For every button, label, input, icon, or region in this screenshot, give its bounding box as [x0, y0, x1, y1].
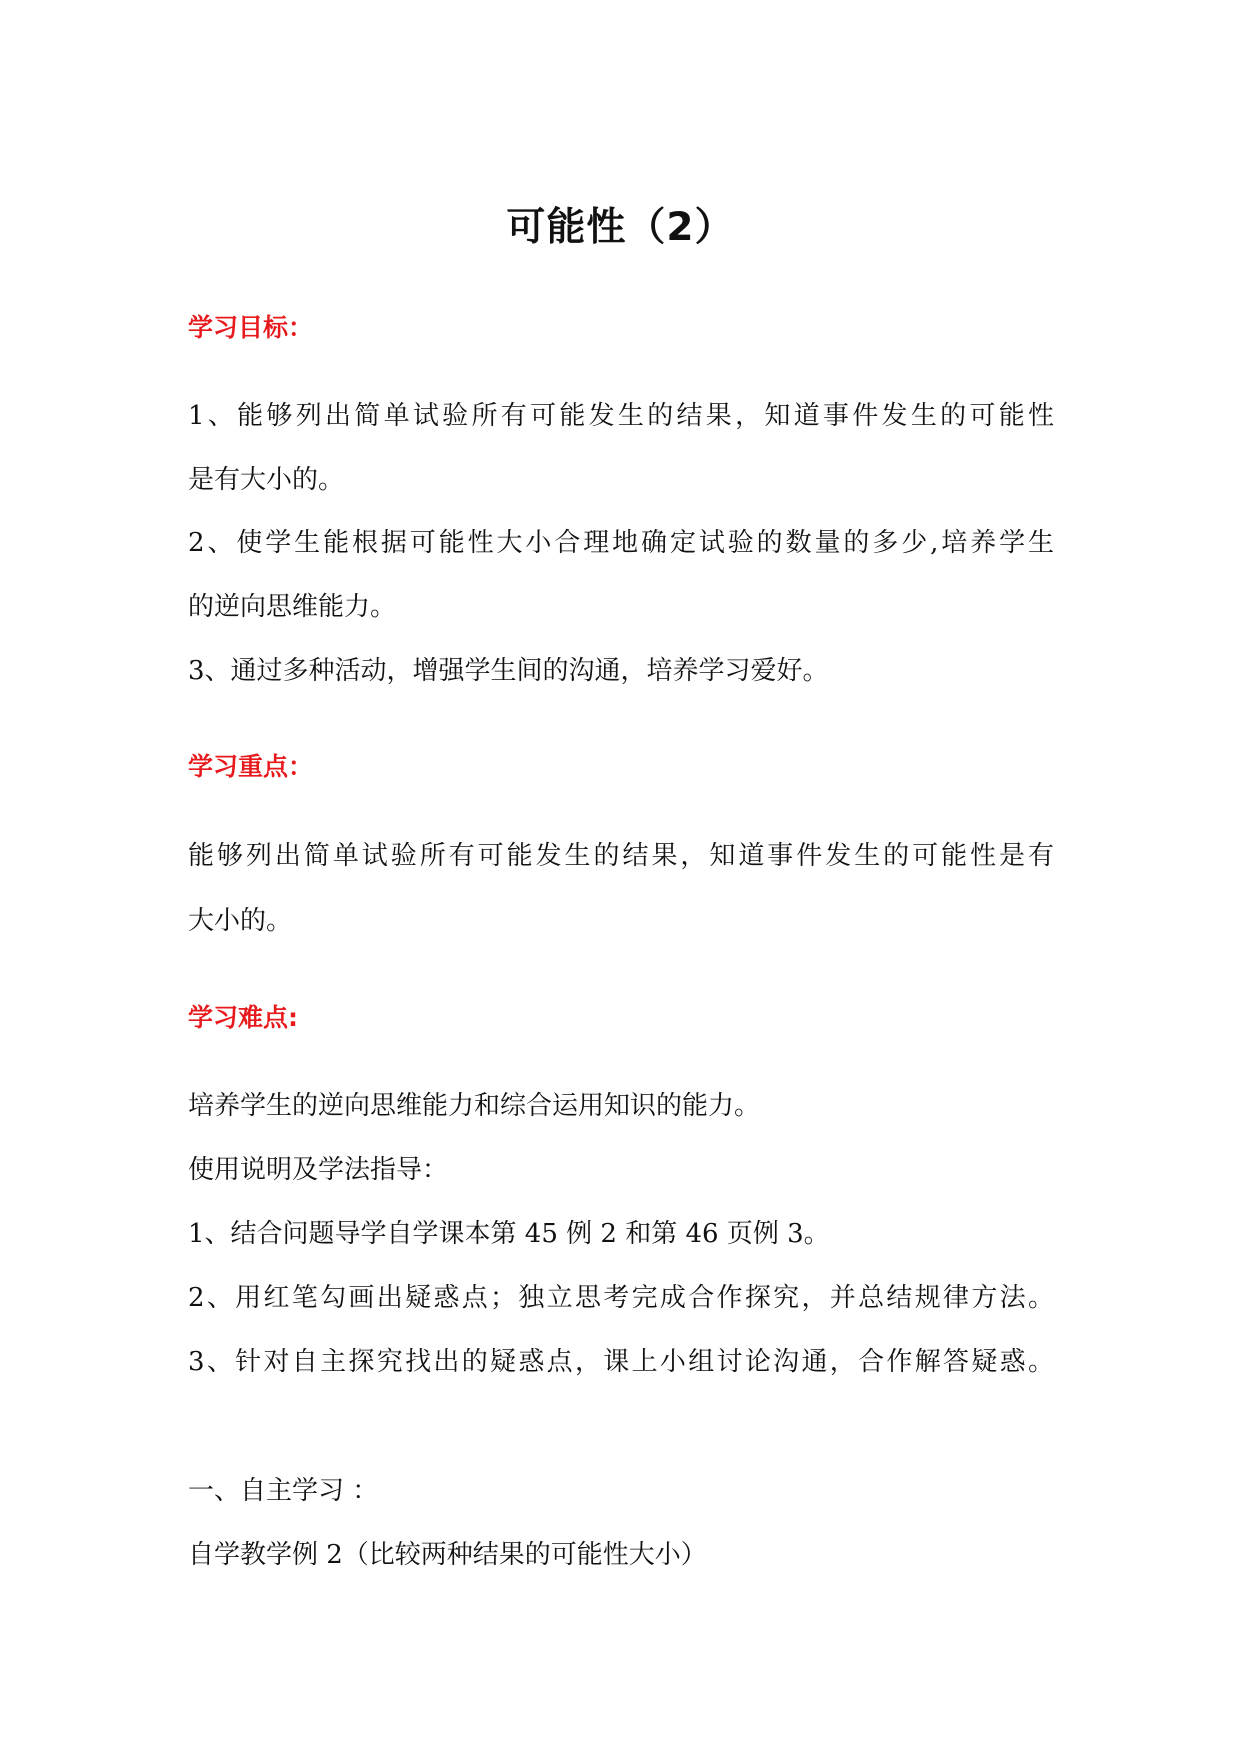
objective-2-line-2: 的逆向思维能力。: [188, 592, 397, 622]
self-study-subheading: 自学教学例 2（比较两种结果的可能性大小）: [188, 1540, 707, 1570]
self-study-heading: 一、自主学习 ：: [188, 1476, 379, 1506]
instruction-3: 3、针对自主探究找出的疑惑点，课上小组讨论沟通，合作解答疑惑。: [188, 1347, 1054, 1377]
key-points-line-1: 能够列出简单试验所有可能发生的结果，知道事件发生的可能性是有: [188, 841, 1054, 871]
difficulties-text: 培养学生的逆向思维能力和综合运用知识的能力。: [188, 1091, 761, 1121]
objectives-heading: 学习目标：: [188, 313, 314, 342]
objective-2-line-1: 2、使学生能根据可能性大小合理地确定试验的数量的多少,培养学生: [188, 528, 1054, 558]
instructions-heading: 使用说明及学法指导：: [188, 1155, 449, 1185]
instruction-2: 2、用红笔勾画出疑惑点；独立思考完成合作探究，并总结规律方法。: [188, 1283, 1054, 1313]
difficulties-heading: 学习难点:: [188, 1003, 298, 1032]
objective-1-line-2: 是有大小的。: [188, 465, 345, 495]
page-title: 可能性（2）: [506, 205, 735, 250]
key-points-line-2: 大小的。: [188, 906, 293, 936]
key-points-heading: 学习重点：: [188, 752, 314, 781]
objective-3: 3、通过多种活动，增强学生间的沟通，培养学习爱好。: [188, 656, 829, 686]
instruction-1: 1、结合问题导学自学课本第 45 例 2 和第 46 页例 3。: [188, 1219, 830, 1249]
objective-1-line-1: 1、能够列出简单试验所有可能发生的结果，知道事件发生的可能性: [188, 401, 1054, 431]
